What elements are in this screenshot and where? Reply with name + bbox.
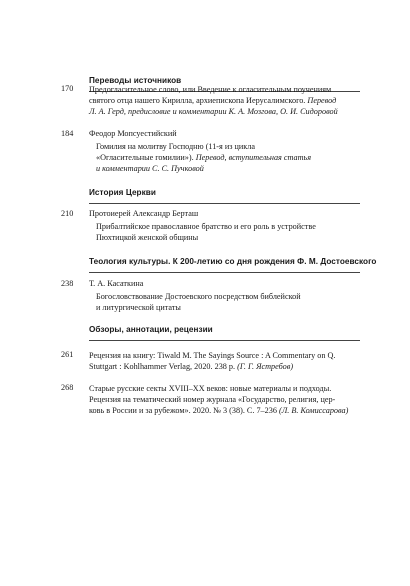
- entry-text-line: Stuttgart : Kohlhammer Verlag, 2020. 238 p.: [89, 362, 238, 372]
- section-title-reviews: Обзоры, аннотации, рецензии: [89, 325, 213, 334]
- entry-italic-credit: и комментарии С. С. Пучковой: [96, 164, 204, 174]
- page-number: 170: [61, 84, 74, 93]
- entry-italic-credit: Перевод: [307, 96, 337, 106]
- entry-text-line: Богословствование Достоевского посредством библейской: [96, 292, 301, 301]
- entry-author: Протоиерей Александр Берташ: [89, 209, 199, 218]
- entry-italic-credit: (Г. Г. Ястребов): [237, 362, 294, 372]
- page-number: 268: [61, 383, 74, 392]
- entry-text: [89, 221, 369, 243]
- section-title-source-translations: Переводы источников: [89, 76, 182, 85]
- page-number: 238: [61, 279, 74, 288]
- entry-text-line: Рецензия на тематический номер журнала «Государство, религия, цер-: [89, 395, 336, 405]
- entry-italic-credit: (Л. В. Комиссарова): [278, 406, 349, 416]
- section-rule: [89, 340, 360, 341]
- entry-text: [89, 383, 369, 417]
- section-rule: [89, 203, 360, 204]
- entry-text-line: святого отца нашего Кирилла, архиепископа Иерусалимского.: [89, 96, 308, 106]
- page-number: 184: [61, 129, 74, 138]
- entry-italic-credit: Перевод, вступительная статья: [195, 153, 312, 163]
- entry-text-line: и литургической цитаты: [96, 303, 181, 313]
- page-number: 261: [61, 350, 74, 359]
- entry-text-line: Старые русские секты XVIII–XX веков: новые материалы и подходы.: [89, 384, 332, 393]
- entry-text-line: «Огласительные гомилии»).: [96, 153, 196, 163]
- entry-author: Феодор Мопсуестийский: [89, 129, 177, 138]
- entry-author: Т. А. Касаткина: [89, 279, 144, 288]
- section-rule: [89, 272, 360, 273]
- entry-text-line: Пюхтицкой женской общины: [96, 233, 199, 243]
- entry-text-line: Рецензия на книгу: Tiwald M. The Sayings Source : A Commentary on Q.: [89, 351, 336, 360]
- entry-text: [89, 350, 369, 372]
- entry-text-line: Гомилия на молитву Господню (11-я из цикла: [96, 142, 255, 151]
- entry-text-line: Предогласительное слово, или Введение к огласительным поучениям: [89, 85, 332, 94]
- entry-italic-credit: Л. А. Герд, предисловие и комментарии К. А. Мозгова, О. И. Сидоровой: [89, 107, 338, 117]
- page-number: 210: [61, 209, 74, 218]
- entry-text: [89, 291, 369, 313]
- entry-text: [89, 84, 369, 118]
- section-title-church-history: История Церкви: [89, 188, 156, 197]
- section-title-theology-of-culture: Теология культуры. К 200-летию со дня рождения Ф. М. Достоевского: [89, 257, 377, 266]
- entry-text-line: ковь в России и за рубежом». 2020. № 3 (38). С. 7–236: [89, 406, 279, 416]
- entry-text: [89, 141, 369, 175]
- entry-text-line: Прибалтийское православное братство и его роль в устройстве: [96, 222, 316, 231]
